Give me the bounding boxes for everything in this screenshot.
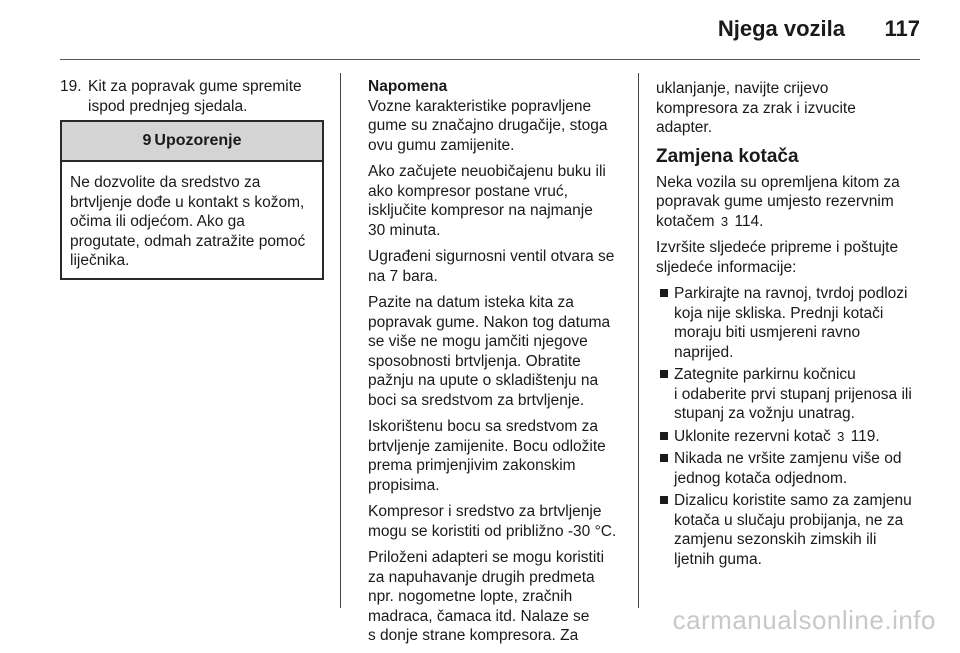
text-span: Uklonite rezervni kotač xyxy=(674,427,831,445)
warning-line: Ne dozvolite da sredstvo za xyxy=(70,174,261,191)
bullet-square-icon xyxy=(660,432,668,440)
text-line: sposobnosti brtvljenja. Obratite xyxy=(368,352,581,370)
text-line: 30 minuta. xyxy=(368,221,441,239)
text-line: zamjenu sezonskih zimskih ili xyxy=(674,531,877,548)
text-line: sljedeće informacije: xyxy=(656,258,797,276)
page-header xyxy=(0,0,960,60)
warning-line: brtvljenje dođe u kontakt s kožom, xyxy=(70,193,305,211)
text-line: Neka vozila su opremljena kitom za xyxy=(656,173,900,191)
text-line: uklanjanje, navijte crijevo xyxy=(656,80,829,97)
note-paragraph-7 xyxy=(368,548,630,646)
text-line: gume su značajno drugačije, stoga xyxy=(368,117,608,134)
warning-line: očima ili odjećom. Ako ga xyxy=(70,213,245,230)
note-paragraph-1 xyxy=(368,97,630,156)
note-block xyxy=(368,77,630,646)
item-line: ispod prednjeg sjedala. xyxy=(88,97,248,115)
text-line: i odaberite prvi stupanj prijenosa ili xyxy=(674,385,912,403)
column-divider-1 xyxy=(340,73,341,608)
intro-paragraph xyxy=(656,173,922,232)
text-line: npr. nogometne lopte, zračnih xyxy=(368,588,573,605)
text-line: isključite kompresor na najmanje xyxy=(368,202,593,219)
continued-paragraph xyxy=(656,79,922,138)
bullet-item-5 xyxy=(656,491,922,569)
page-reference-number: 114. xyxy=(734,212,764,230)
text-line: jednog kotača odjednom. xyxy=(674,469,848,487)
warning-body xyxy=(62,162,322,278)
text-line: mogu se koristiti od približno -30 °C. xyxy=(368,522,617,540)
text-line: Pazite na datum isteka kita za xyxy=(368,294,574,311)
warning-line: liječnika. xyxy=(70,252,130,269)
bullet-square-icon xyxy=(660,289,668,297)
text-line xyxy=(656,212,922,232)
text-line: propisima. xyxy=(368,476,440,494)
page-reference-number: 119. xyxy=(850,427,880,445)
column-3 xyxy=(656,77,922,569)
text-line: s donje strane kompresora. Za xyxy=(368,627,579,644)
text-line: Iskorištenu bocu sa sredstvom za xyxy=(368,418,599,435)
note-paragraph-4 xyxy=(368,293,630,410)
section-title: Zamjena kotača xyxy=(656,145,799,167)
text-line: Ugrađeni sigurnosni ventil otvara se xyxy=(368,248,615,265)
watermark: carmanualsonline.info xyxy=(672,605,936,635)
note-paragraph-2 xyxy=(368,162,630,240)
prep-paragraph xyxy=(656,238,922,277)
page-reference-icon: 3 xyxy=(837,428,845,444)
bullet-item-1 xyxy=(656,284,922,362)
note-paragraph-5 xyxy=(368,417,630,495)
text-line: Izvršite sljedeće pripreme i poštujte xyxy=(656,239,899,256)
column-divider-2 xyxy=(638,73,639,608)
text-line: kotača u slučaju probijanja, ne za xyxy=(674,511,904,529)
item-number: 19. xyxy=(60,78,82,95)
text-line: stupanj za vožnju unatrag. xyxy=(674,405,855,422)
bullet-item-4 xyxy=(656,449,922,488)
note-paragraph-6 xyxy=(368,502,630,541)
text-line: na 7 bara. xyxy=(368,267,438,285)
bullet-square-icon xyxy=(660,496,668,504)
bullet-square-icon xyxy=(660,370,668,378)
text-line: ljetnih guma. xyxy=(674,550,762,568)
text-span: kotačem xyxy=(656,212,715,230)
text-line: madraca, čamaca itd. Nalaze se xyxy=(368,607,590,625)
text-line: Zategnite parkirnu kočnicu xyxy=(674,366,856,383)
text-line: kompresora za zrak i izvucite xyxy=(656,99,856,117)
numbered-item-19 xyxy=(60,77,324,116)
text-line: Nikada ne vršite zamjenu više od xyxy=(674,450,902,467)
text-line: Vozne karakteristike popravljene xyxy=(368,97,592,115)
bullet-item-2 xyxy=(656,365,922,424)
text-line xyxy=(674,427,922,447)
column-1 xyxy=(60,77,324,280)
item-line: Kit za popravak gume spremite xyxy=(88,78,302,95)
text-line: se više ne mogu jamčiti njegove xyxy=(368,333,588,350)
text-line: Priloženi adapteri se mogu koristiti xyxy=(368,549,605,566)
warning-header xyxy=(62,122,322,162)
text-line: pažnju na upute o skladištenju na xyxy=(368,372,599,389)
note-paragraph-3 xyxy=(368,247,630,286)
text-line: Kompresor i sredstvo za brtvljenje xyxy=(368,503,602,520)
header-rule xyxy=(60,59,920,60)
text-line: adapter. xyxy=(656,119,713,136)
text-line: ovu gumu zamijenite. xyxy=(368,136,515,154)
text-line: naprijed. xyxy=(674,343,734,361)
warning-title: Upozorenje xyxy=(154,132,242,149)
text-line: popravak gume umjesto rezervnim xyxy=(656,193,894,210)
bullet-item-3 xyxy=(656,427,922,447)
warning-line: progutate, odmah zatražite pomoć xyxy=(70,232,306,250)
text-line: koja nije skliska. Prednji kotači xyxy=(674,304,884,322)
text-line: za napuhavanje drugih predmeta xyxy=(368,568,595,586)
text-line: prema primjenjivim zakonskim xyxy=(368,457,576,474)
text-line: ako kompresor postane vruć, xyxy=(368,182,568,200)
text-line: moraju biti usmjereni ravno xyxy=(674,324,861,341)
page-number: 117 xyxy=(884,16,920,41)
text-line: Parkirajte na ravnoj, tvrdoj podlozi xyxy=(674,285,908,302)
header-title: Njega vozila xyxy=(717,16,845,41)
text-line: popravak gume. Nakon tog datuma xyxy=(368,313,611,331)
text-line: Dizalicu koristite samo za zamjenu xyxy=(674,492,912,509)
warning-box xyxy=(60,120,324,280)
text-line: Ako začujete neuobičajenu buku ili xyxy=(368,163,606,180)
warning-triangle-icon: 9 xyxy=(142,132,152,149)
page-reference-icon: 3 xyxy=(720,213,729,229)
column-2 xyxy=(368,77,630,653)
text-line: boci sa sredstvom za brtvljenje. xyxy=(368,391,585,409)
bullet-square-icon xyxy=(660,454,668,462)
note-title: Napomena xyxy=(368,78,448,95)
text-line: brtvljenje zamijenite. Bocu odložite xyxy=(368,437,606,455)
